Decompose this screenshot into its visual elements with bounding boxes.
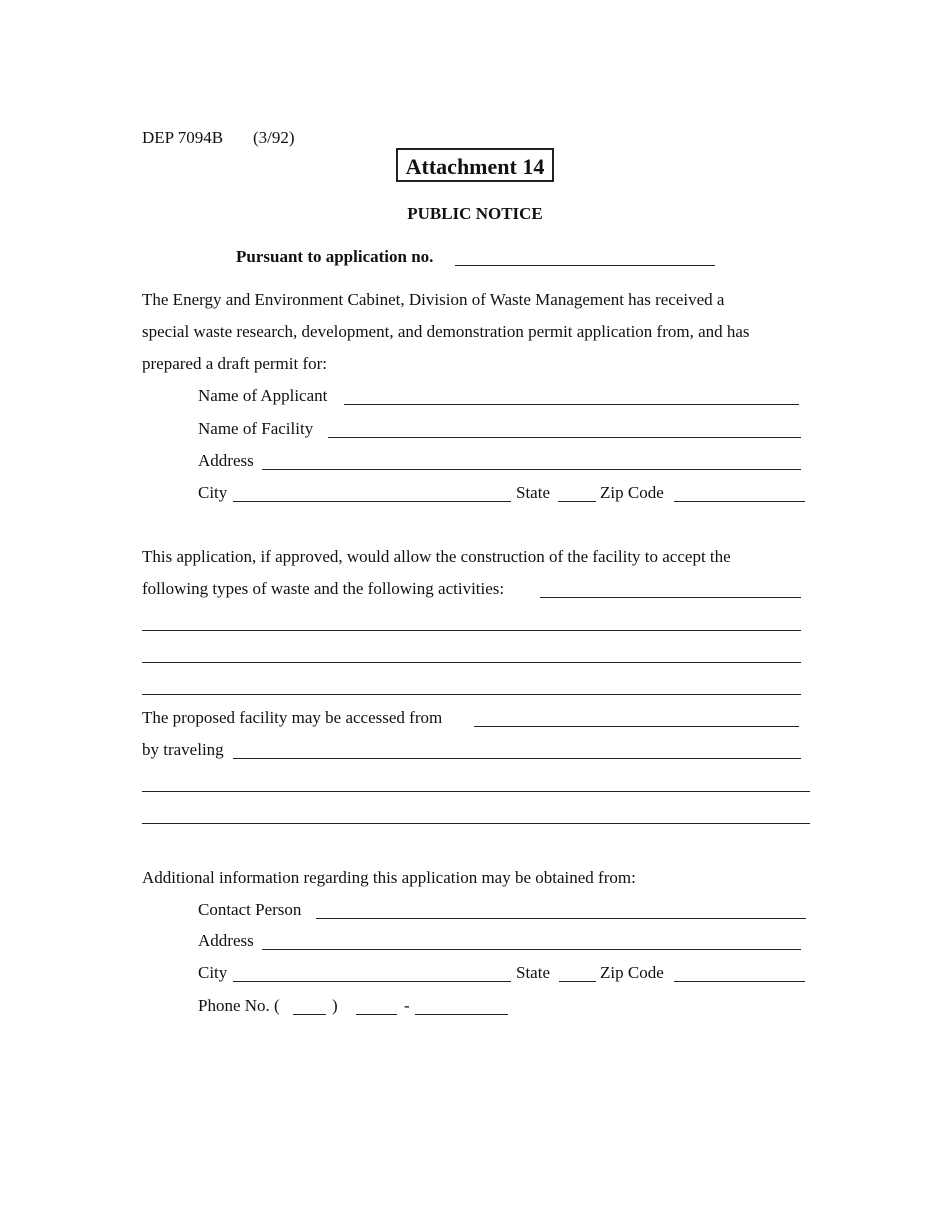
facility-name-field[interactable] xyxy=(328,437,801,438)
intro-line-2: special waste research, development, and demonstration permit application from, and has xyxy=(142,322,750,341)
applicant-address-label: Address xyxy=(198,451,254,470)
application-number-field[interactable] xyxy=(455,265,715,266)
contact-intro: Additional information regarding this application may be obtained from: xyxy=(142,868,636,887)
phone-label: Phone No. ( xyxy=(198,996,280,1015)
applicant-zip-label: Zip Code xyxy=(600,483,664,502)
phone-prefix-field[interactable] xyxy=(356,1014,397,1015)
activities-field[interactable] xyxy=(540,597,801,598)
phone-line-field[interactable] xyxy=(415,1014,508,1015)
applicant-name-label: Name of Applicant xyxy=(198,386,328,405)
traveling-field-line-2[interactable] xyxy=(142,791,810,792)
applicant-name-field[interactable] xyxy=(344,404,799,405)
page-title: PUBLIC NOTICE xyxy=(407,204,543,223)
phone-close-paren: ) xyxy=(332,996,338,1015)
contact-person-label: Contact Person xyxy=(198,900,302,919)
contact-zip-field[interactable] xyxy=(674,981,805,982)
traveling-label: by traveling xyxy=(142,740,224,759)
phone-area-code-field[interactable] xyxy=(293,1014,326,1015)
phone-dash: - xyxy=(404,996,410,1015)
facility-name-label: Name of Facility xyxy=(198,419,314,438)
traveling-field[interactable] xyxy=(233,758,801,759)
activities-line-1: This application, if approved, would allow the construction of the facility to accept the xyxy=(142,547,731,566)
activities-field-line-3[interactable] xyxy=(142,662,801,663)
attachment-box xyxy=(396,148,554,182)
applicant-state-label: State xyxy=(516,483,550,502)
activities-field-line-4[interactable] xyxy=(142,694,801,695)
form-number: DEP 7094B xyxy=(142,128,224,147)
intro-line-3: prepared a draft permit for: xyxy=(142,354,328,373)
applicant-zip-field[interactable] xyxy=(674,501,805,502)
contact-person-field[interactable] xyxy=(316,918,806,919)
activities-field-line-2[interactable] xyxy=(142,630,801,631)
applicant-state-field[interactable] xyxy=(558,501,596,502)
contact-city-label: City xyxy=(198,963,228,982)
contact-city-field[interactable] xyxy=(233,981,511,982)
contact-state-label: State xyxy=(516,963,550,982)
contact-address-field[interactable] xyxy=(262,949,801,950)
form-date: (3/92) xyxy=(253,128,295,147)
access-from-label: The proposed facility may be accessed from xyxy=(142,708,443,727)
applicant-city-label: City xyxy=(198,483,228,502)
applicant-city-field[interactable] xyxy=(233,501,511,502)
pursuant-label: Pursuant to application no. xyxy=(236,247,434,266)
traveling-field-line-3[interactable] xyxy=(142,823,810,824)
contact-state-field[interactable] xyxy=(559,981,596,982)
activities-line-2: following types of waste and the following activities: xyxy=(142,579,505,598)
attachment-title: Attachment 14 xyxy=(405,154,545,179)
applicant-address-field[interactable] xyxy=(262,469,801,470)
access-from-field[interactable] xyxy=(474,726,799,727)
contact-zip-label: Zip Code xyxy=(600,963,664,982)
intro-line-1: The Energy and Environment Cabinet, Division of Waste Management has received a xyxy=(142,290,725,309)
contact-address-label: Address xyxy=(198,931,254,950)
